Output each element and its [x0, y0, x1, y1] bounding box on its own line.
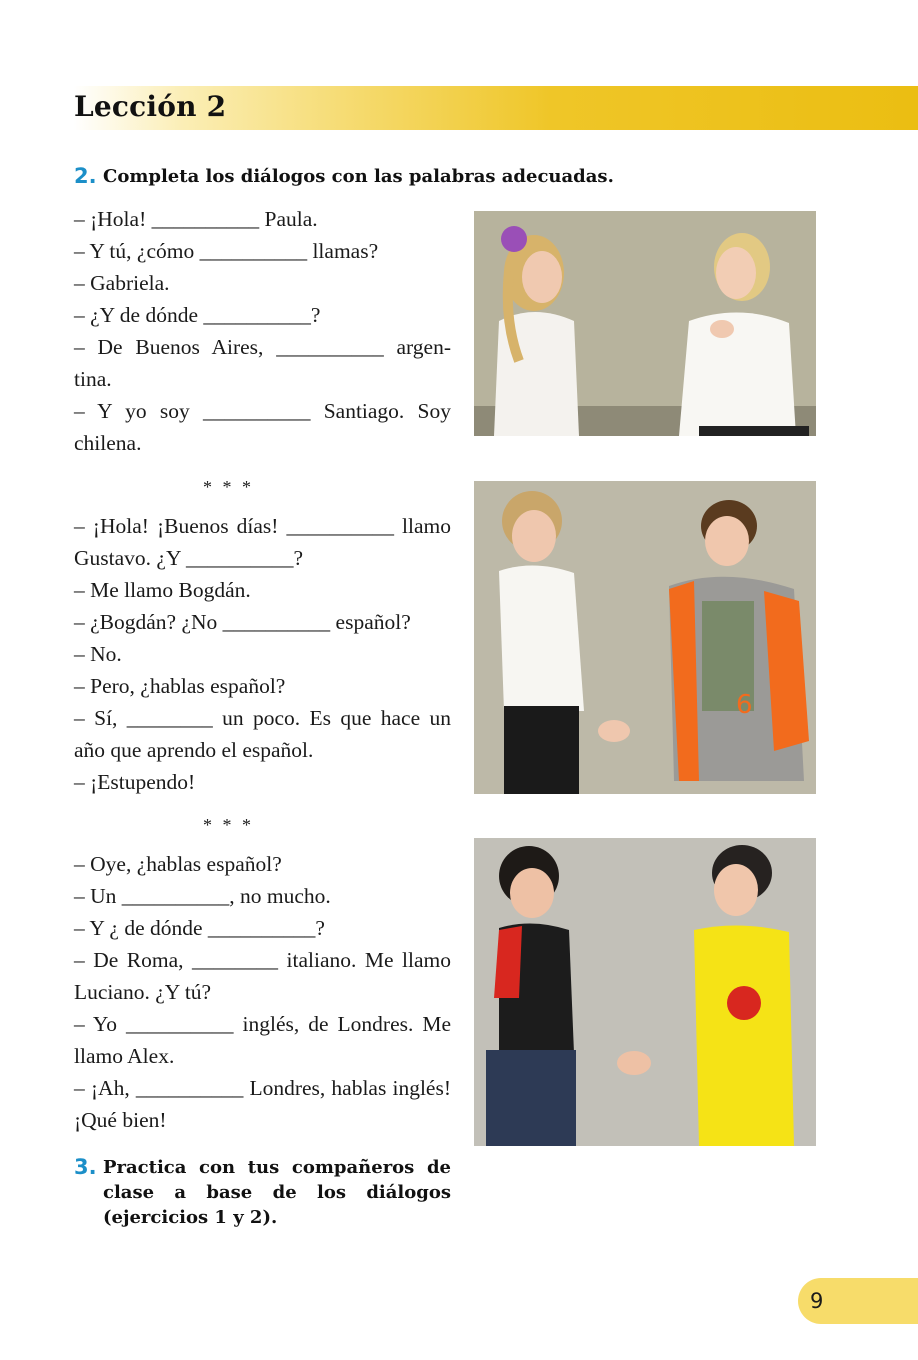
dialogue-3 [74, 848, 451, 1136]
page-number: 9 [810, 1289, 824, 1313]
dialogue-line: – Y tú, ¿cómo __________ llamas? [74, 239, 379, 263]
lesson-title: Lección 2 [74, 90, 227, 123]
dialogue-line: – No. [74, 642, 122, 666]
dialogue-line: – Un __________, no mucho. [74, 884, 331, 908]
exercise-number: 2. [74, 164, 97, 188]
dialogue-line: – ¿Bogdán? ¿No __________ español? [74, 610, 411, 634]
dialogue-separator: * * * [203, 815, 254, 835]
dialogue-1 [74, 203, 451, 459]
dialogue-line: – ¡Ah, __________ Londres, hablas inglés! ¡Qué bien! [74, 1076, 451, 1132]
photo-two-girls [474, 211, 816, 436]
dialogue-separator: * * * [203, 477, 254, 497]
dialogue-2 [74, 510, 451, 798]
dialogue-line: – Me llamo Bogdán. [74, 578, 251, 602]
dialogue-line: – ¡Hola! __________ Paula. [74, 207, 318, 231]
dialogue-line: – Oye, ¿hablas español? [74, 852, 282, 876]
dialogue-line: – De Buenos Aires, __________ argen-tina. [74, 335, 451, 391]
dialogue-line: – Pero, ¿hablas español? [74, 674, 286, 698]
photo-two-boys-handshake [474, 481, 816, 794]
dialogue-line: – Gabriela. [74, 271, 170, 295]
dialogue-line: – ¿Y de dónde __________? [74, 303, 321, 327]
svg-text:6: 6 [736, 690, 753, 720]
dialogue-line: – Yo __________ inglés, de Londres. Me llamo Alex. [74, 1012, 451, 1068]
dialogue-line: – ¡Estupendo! [74, 770, 196, 794]
dialogue-line: – Y ¿ de dónde __________? [74, 916, 325, 940]
dialogue-line: – Sí, ________ un poco. Es que hace un año que aprendo el español. [74, 706, 451, 762]
exercise-3-heading [74, 1155, 454, 1235]
exercise-instruction: Completa los diálogos con las palabras adecuadas. [103, 166, 614, 187]
exercise-2-heading [74, 164, 674, 192]
dialogue-line: – De Roma, ________ italiano. Me llamo Luciano. ¿Y tú? [74, 948, 451, 1004]
dialogue-line: – Y yo soy __________ Santiago. Soy chilena. [74, 399, 451, 455]
exercise-number: 3. [74, 1155, 97, 1179]
exercise-instruction: Practica con tus compañeros de clase a base de los diálogos (ejercicios 1 y 2). [103, 1157, 451, 1228]
dialogue-line: – ¡Hola! ¡Buenos días! __________ llamo Gustavo. ¿Y __________? [74, 514, 451, 570]
photo-boys-red-yellow-shirts [474, 838, 816, 1146]
